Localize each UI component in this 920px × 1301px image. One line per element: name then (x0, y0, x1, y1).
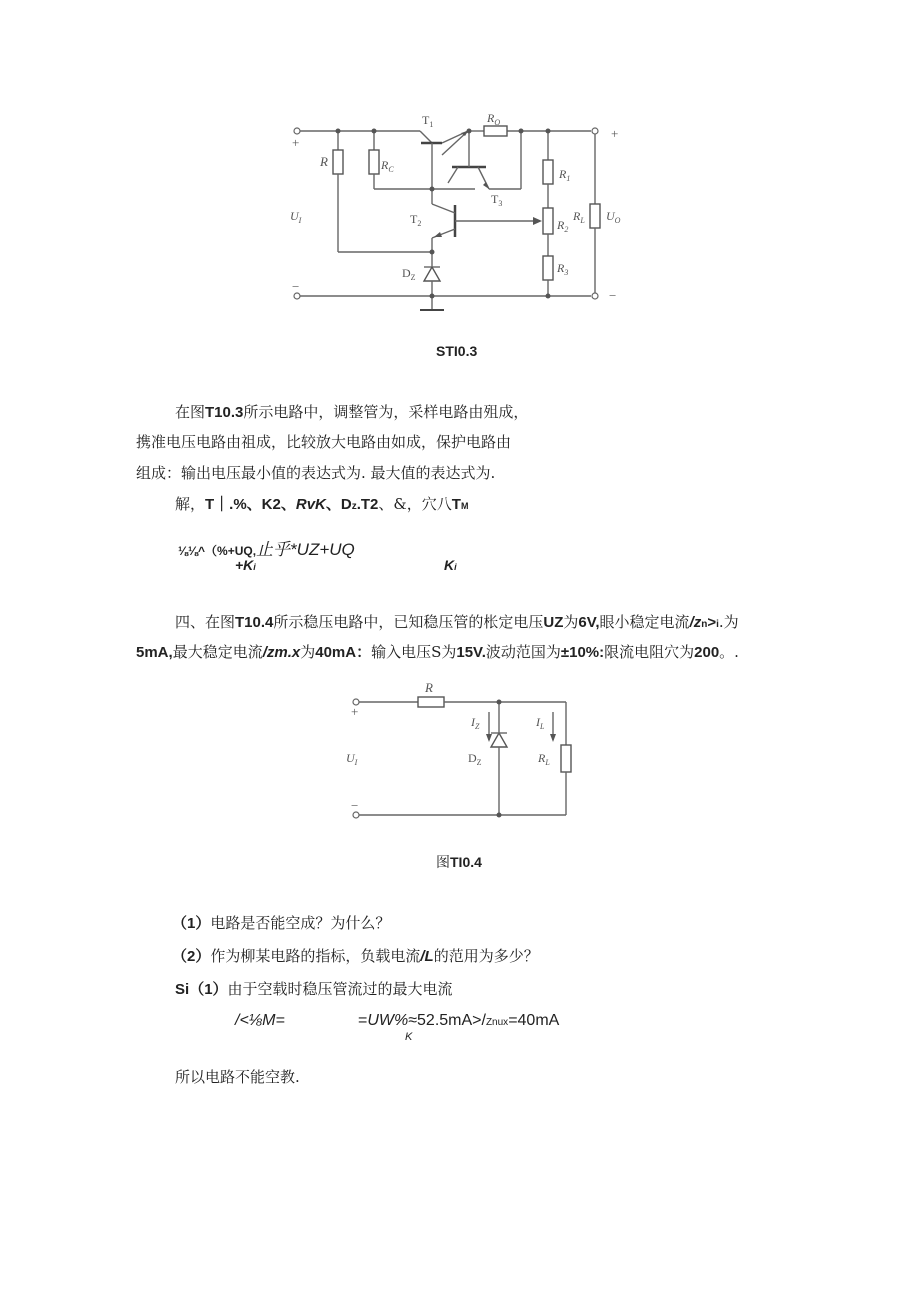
fig2-il-label: $I_L$ (536, 715, 545, 731)
fig2-r-label: R (425, 680, 433, 695)
fig2-dz-label: $D_Z$ (468, 751, 482, 767)
fig1-r3-label: $R_3$ (557, 261, 569, 277)
formula-2-right: =UW%≈52.5mA>/Znux=40mA (358, 1012, 560, 1029)
conclusion-text: 所以电路不能空教. (175, 1068, 300, 1086)
formula-1-left-denominator: +Ki (235, 557, 256, 573)
fig1-ro-label: $R_O$ (487, 111, 501, 127)
fig1-uo-label: $U_O$ (606, 209, 621, 225)
formula-2-left: /<⅛M= (235, 1012, 285, 1029)
fig1-t2-label: $T_2$ (410, 212, 422, 228)
paragraph-1-line-1: 在图T10.3所示电路中，调整管为，采样电路由殂成， (175, 403, 529, 421)
fig1-minus-out-label: − (609, 288, 617, 303)
paragraph-1-line-3: 组成：输出电压最小值的表达式为. 最大值的表达式为. (136, 464, 496, 482)
fig1-dz-label: $D_Z$ (402, 266, 416, 282)
fig1-t1-label: $T_1$ (422, 113, 434, 129)
formula-1-right-denominator: Ki (444, 557, 457, 573)
fig2-minus-label: − (351, 798, 359, 813)
fig2-plus-label: + (351, 704, 359, 719)
formula-2-denominator: K (405, 1031, 413, 1043)
fig1-ui-label: $U_I$ (290, 209, 302, 225)
fig1-minus-label: − (292, 279, 300, 294)
paragraph-2-line-1: 四、在图T10.4所示稳压电路中，已知稳压管的枨定电压UZ为6V,眼小稳定电流/zn>i.为 (175, 613, 739, 631)
figure-t10-4-circuit (0, 670, 920, 830)
fig1-plus-out-label: + (611, 126, 619, 141)
fig2-ui-label: $U_I$ (346, 751, 358, 767)
fig1-r2-label: $R_2$ (557, 218, 569, 234)
solution-2-intro: Si（1）由于空载时稳压管流过的最大电流 (175, 980, 453, 998)
question-2: （2）作为柳某电路的指标，负载电流/L的范用为多少？ (172, 947, 539, 965)
fig2-rl-label: $R_L$ (538, 751, 550, 767)
solution-1-line: 解，T｜.%、K2、RvK、Dz.T2、&，穴八TM (175, 495, 469, 513)
fig1-rl-label: $R_L$ (573, 209, 585, 225)
formula-1-main: ⅛⅛^（%+UQ,止乎*UZ+UQ (178, 540, 355, 559)
paragraph-2-line-2: 5mA,最大稳定电流/zm.x为40mA：输入电压S为15V.波动范国为±10%:限流电阻穴为200。. (136, 643, 739, 661)
fig1-plus-label: + (292, 135, 300, 150)
fig1-r-label: R (320, 154, 328, 169)
paragraph-1-line-2: 携准电压电路由祖成，比较放大电路由如成，保护电路由 (136, 433, 512, 451)
figure-t10-3-caption: STI0.3 (436, 343, 478, 359)
figure-t10-4-caption: 图TI0.4 (436, 854, 482, 871)
question-1: （1）电路是否能空成？为什么？ (172, 914, 391, 932)
figure-t10-3-circuit (0, 0, 920, 330)
fig1-rc-label: $R_C$ (381, 158, 394, 174)
fig2-iz-label: $I_Z$ (471, 715, 480, 731)
fig1-t3-label: $T_3$ (491, 192, 503, 208)
fig1-r1-label: $R_1$ (559, 167, 571, 183)
